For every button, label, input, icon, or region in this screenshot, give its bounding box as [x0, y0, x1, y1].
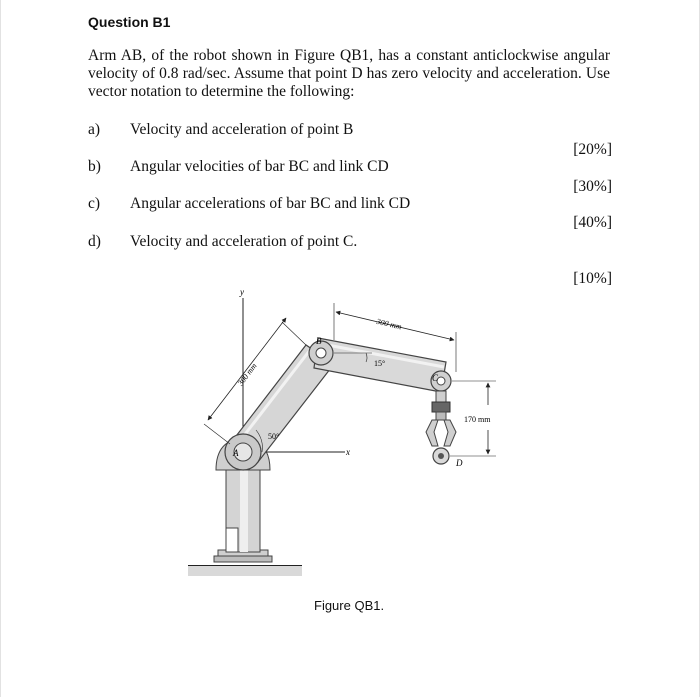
- part-c-marks: [40%]: [573, 214, 612, 231]
- label-d: D: [456, 458, 463, 468]
- dimension-bc-label: 300 mm: [375, 316, 403, 332]
- y-axis-label: y: [240, 287, 244, 297]
- angle-ab-label: 50°: [268, 432, 280, 441]
- part-d-text: Velocity and acceleration of point C.: [130, 233, 358, 250]
- x-axis-label: x: [346, 447, 350, 457]
- figure-caption: Figure QB1.: [314, 598, 385, 613]
- part-b-text: Angular velocities of bar BC and link CD: [130, 158, 389, 175]
- part-b-label: b): [88, 158, 101, 175]
- ground: [188, 566, 302, 576]
- part-b-marks: [30%]: [573, 178, 612, 195]
- dimension-cd: [450, 381, 496, 456]
- gripper-cd: [426, 391, 463, 468]
- question-intro: Arm AB, of the robot shown in Figure QB1, has a constant anticlockwise angular velocity of 0.8 rad/sec. Assume that point D has zero velocity and acceleration. Use vector notation to determine the following:: [88, 47, 610, 100]
- part-a-text: Velocity and acceleration of point B: [130, 121, 354, 138]
- label-c: C: [432, 373, 439, 383]
- label-b: B: [316, 336, 322, 346]
- dimension-cd-label: 170 mm: [464, 415, 491, 424]
- joint-a: [225, 434, 261, 470]
- question-heading: Question B1: [88, 14, 171, 30]
- part-c-text: Angular accelerations of bar BC and link CD: [130, 195, 411, 212]
- label-a: A: [233, 448, 239, 458]
- angle-bc-label: 15°: [374, 359, 386, 368]
- part-c-label: c): [88, 195, 101, 212]
- part-a-label: a): [88, 121, 101, 138]
- joint-c: [431, 371, 451, 391]
- dimension-ab-label: 300 mm: [235, 361, 259, 388]
- part-a-marks: [20%]: [573, 141, 612, 158]
- part-d-label: d): [88, 233, 101, 250]
- part-d-marks: [10%]: [573, 270, 612, 287]
